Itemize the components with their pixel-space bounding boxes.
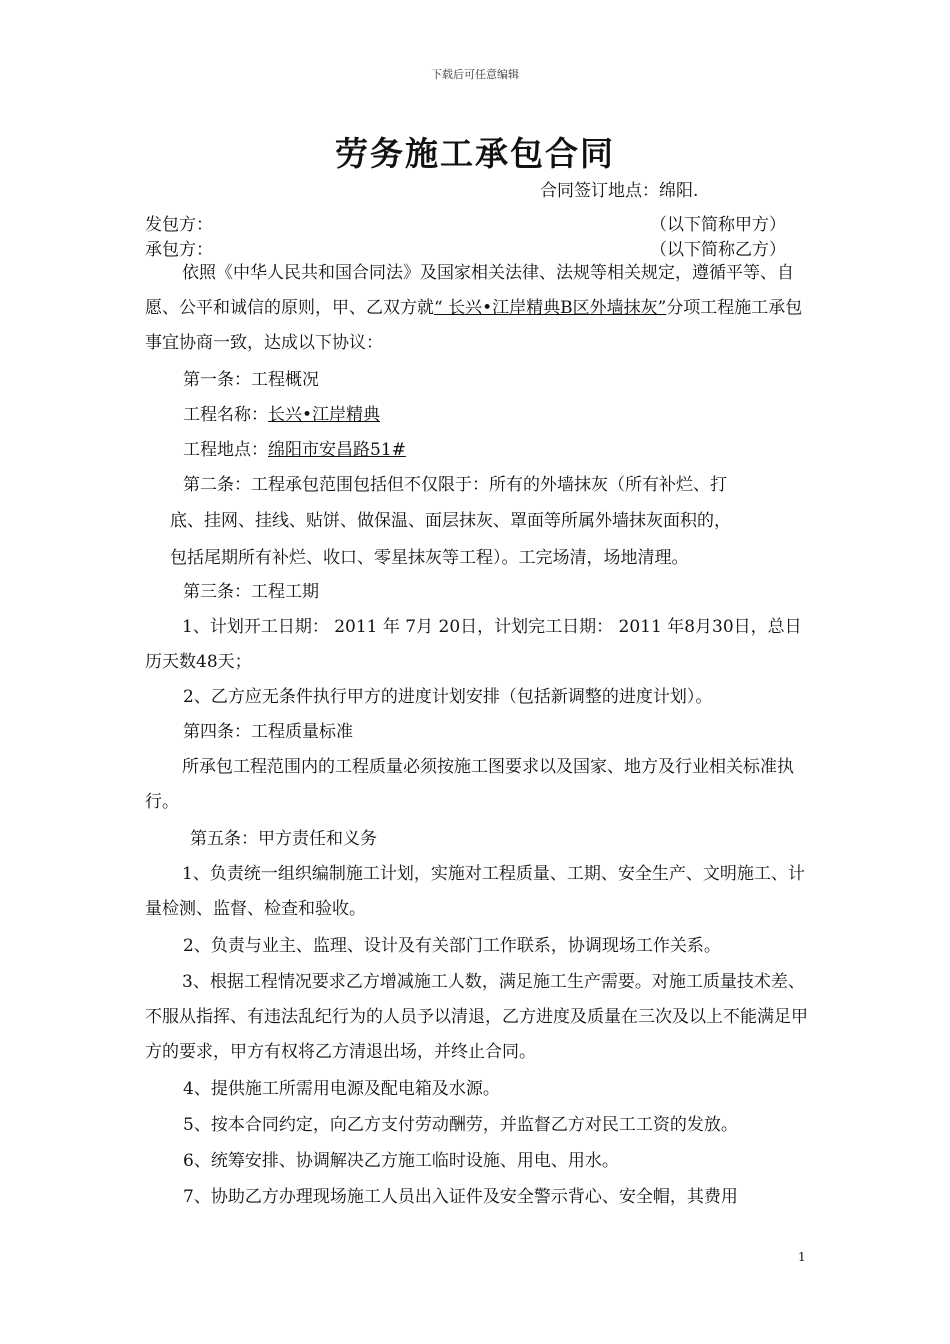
art4-heading: 第四条：工程质量标准: [183, 722, 353, 742]
art3-item1: 1、计划开工日期： 2011 年 7月 20日，计划完工日期： 2011 年8月30日，总日历天数48天；: [145, 617, 802, 672]
intro-project-name: “ 长兴•江岸精典B区外墙抹灰”: [434, 298, 667, 318]
art1-heading: 第一条：工程概况: [183, 370, 319, 390]
intro-after: 分项工程施工承包事宜协商一致，达成以下协议：: [145, 298, 803, 353]
project-name-line: [183, 398, 848, 433]
art2-line1: 第二条：工程承包范围包括但不仅限于：所有的外墙抹灰（所有补烂、打: [183, 475, 727, 495]
project-name-label: 工程名称：: [183, 405, 268, 425]
art5-heading: 第五条：甲方责任和义务: [190, 829, 377, 849]
art5-item4: 4、提供施工所需用电源及配电箱及水源。: [183, 1079, 500, 1099]
document-title: 劳务施工承包合同: [335, 134, 615, 173]
party-employer: [145, 210, 795, 235]
art2-line2: 底、挂网、挂线、贴饼、做保温、面层抹灰、罩面等所属外墙抹灰面积的，: [170, 511, 731, 531]
party-contractor-label: 承包方：: [145, 240, 213, 260]
art5-item6: 6、统筹安排、协调解决乙方施工临时设施、用电、用水。: [183, 1151, 619, 1171]
art3-item2: 2、乙方应无条件执行甲方的进度计划安排（包括新调整的进度计划）。: [183, 687, 713, 707]
project-address-value: 绵阳市安昌路51#: [268, 440, 406, 460]
sign-location: 合同签订地点：绵阳.: [540, 181, 699, 201]
party-contractor-alias: （以下简称乙方）: [650, 240, 786, 260]
art5-item1: 1、负责统一组织编制施工计划，实施对工程质量、工期、安全生产、文明施工、计量检测、监督、检查和验收。: [145, 864, 805, 919]
art5-item7: 7、协助乙方办理现场施工人员出入证件及安全警示背心、安全帽，其费用: [183, 1187, 738, 1207]
project-name-value: 长兴•江岸精典: [268, 405, 381, 425]
intro-paragraph: [145, 256, 810, 361]
project-address-line: [183, 433, 848, 468]
party-employer-alias: （以下简称甲方）: [650, 215, 786, 235]
page-number: 1: [798, 1250, 806, 1264]
party-employer-label: 发包方：: [145, 215, 213, 235]
project-address-label: 工程地点：: [183, 440, 268, 460]
art5-item2: 2、负责与业主、监理、设计及有关部门工作联系，协调现场工作关系。: [183, 936, 721, 956]
art2-line3: 包括尾期所有补烂、收口、零星抹灰等工程）。工完场清，场地清理。: [170, 548, 689, 568]
art5-item5: 5、按本合同约定，向乙方支付劳动酬劳，并监督乙方对民工工资的发放。: [183, 1115, 738, 1135]
intro-before: 依照《中华人民共和国合同法》及国家相关法律、法规等相关规定，遵循平等、自愿、公平和诚信的原则，甲、乙双方就: [145, 263, 794, 318]
art4-body: 所承包工程范围内的工程质量必须按施工图要求以及国家、地方及行业相关标准执行。: [145, 757, 794, 812]
art5-item3: 3、根据工程情况要求乙方增减施工人数，满足施工生产需要。对施工质量技术差、不服从指挥、有违法乱纪行为的人员予以清退，乙方进度及质量在三次及以上不能满足甲方的要求，甲方有权将乙方清退出场，并终止合同。: [145, 972, 808, 1062]
art3-heading: 第三条：工程工期: [183, 582, 319, 602]
header-note: 下载后可任意编辑: [431, 68, 519, 81]
